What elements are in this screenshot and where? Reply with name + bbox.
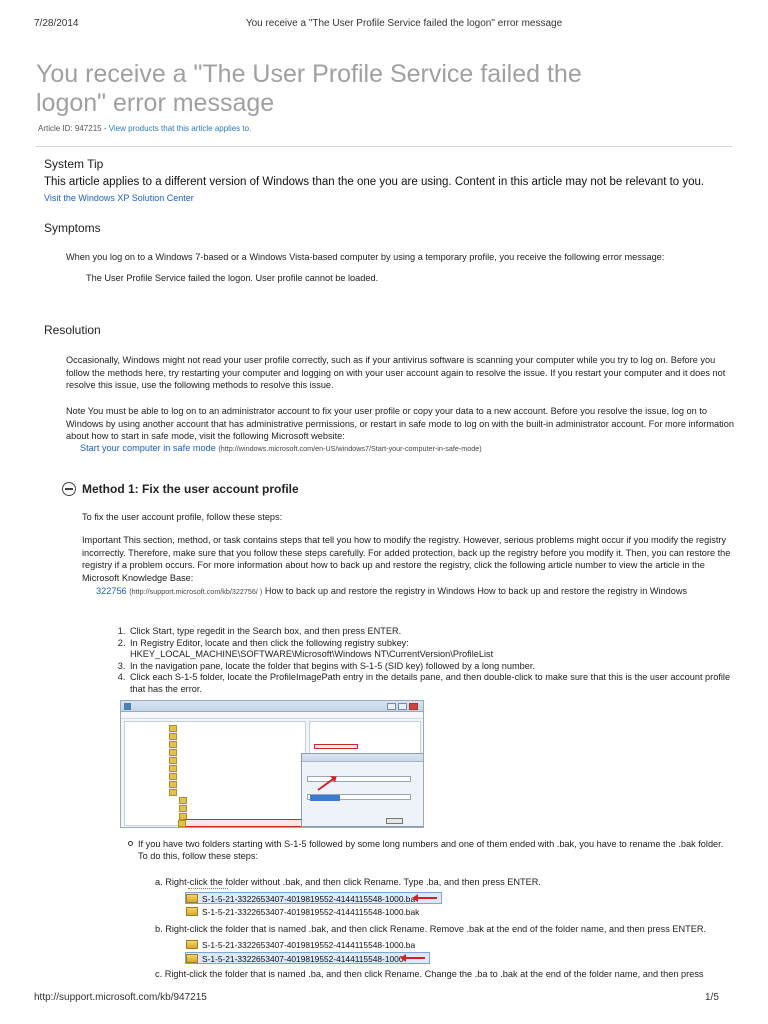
safe-mode-link[interactable]: Start your computer in safe mode bbox=[80, 443, 216, 453]
value-row bbox=[314, 730, 354, 735]
value-row bbox=[314, 737, 354, 742]
article-id-separator: - bbox=[101, 124, 109, 133]
resolution-note: Note You must be able to log on to an administrator account to fix your user profile or copy your data to a new account. Before you resolve the issue, log on to Windows by using another account that has administrative permissions, or restart in safe mode to log on with the built-in administrator account. For more information about how to start in safe mode, visit the following Microsoft website: bbox=[66, 406, 734, 442]
collapse-minus-icon[interactable] bbox=[62, 482, 76, 496]
symptoms-heading: Symptoms bbox=[44, 221, 101, 235]
page-number: 1/5 bbox=[705, 992, 719, 1003]
method-1-heading: Method 1: Fix the user account profile bbox=[82, 482, 299, 496]
minimize-icon bbox=[387, 703, 396, 710]
folder-icon bbox=[186, 940, 198, 949]
resolution-heading: Resolution bbox=[44, 323, 101, 337]
screenshot-menubar bbox=[121, 712, 423, 719]
folder-row bbox=[186, 939, 415, 951]
method-1-header[interactable] bbox=[62, 482, 299, 496]
folder-row bbox=[186, 906, 419, 918]
symptoms-body: When you log on to a Windows 7-based or a Windows Vista-based computer by using a temporary profile, you receive the following error message: bbox=[66, 252, 665, 262]
sub-step-b: b. Right-click the folder that is named .bak, and then click Rename. Remove .bak at the end of the folder name, and then press ENTER. bbox=[155, 924, 707, 934]
red-arrow-icon bbox=[405, 957, 425, 959]
red-arrow-icon bbox=[417, 897, 437, 899]
article-id-line bbox=[38, 124, 251, 133]
registry-editor-screenshot bbox=[120, 700, 424, 828]
step-4: 4. Click each S-1-5 folder, locate the ProfileImagePath entry in the details pane, and then double-click to make sure that this is the user account profile that has the error. bbox=[128, 672, 735, 695]
bak-bullet bbox=[130, 838, 730, 862]
safe-mode-url: (http://windows.microsoft.com/en-US/windows7/Start-your-computer-in-safe-mode) bbox=[218, 444, 482, 453]
sub-step-c: c. Right-click the folder that is named .ba, and then click Rename. Change the .ba to .bak at the end of the folder name, and then press bbox=[155, 969, 704, 979]
steps-list bbox=[110, 626, 735, 696]
step-2-text: In Registry Editor, locate and then click the following registry subkey: bbox=[130, 637, 409, 648]
ok-button bbox=[386, 818, 403, 824]
print-header bbox=[0, 18, 768, 32]
safe-mode-link-line bbox=[80, 442, 730, 456]
print-date: 7/28/2014 bbox=[34, 18, 79, 29]
folder-name: S-1-5-21-3322653407-4019819552-4144115548-1000.bak bbox=[202, 907, 420, 917]
system-tip-body: This article applies to a different version of Windows than the one you are using. Content in this article may not be relevant to you. bbox=[44, 176, 705, 188]
screenshot-titlebar bbox=[121, 701, 423, 712]
symptoms-error-message: The User Profile Service failed the logon. User profile cannot be loaded. bbox=[86, 273, 379, 283]
system-tip-heading: System Tip bbox=[44, 157, 104, 171]
step-2 bbox=[128, 638, 735, 661]
bak-bullet-text: If you have two folders starting with S-1-5 followed by some long numbers and one of them ended with .bak, you have to rename the .bak folder. To do this, follow these steps: bbox=[138, 839, 724, 862]
print-footer bbox=[0, 992, 768, 1006]
kb-reference bbox=[96, 585, 726, 599]
step-1: 1. Click Start, type regedit in the Search box, and then press ENTER. bbox=[128, 626, 735, 638]
kb-description: How to back up and restore the registry in Windows How to back up and restore the registry in Windows bbox=[264, 586, 688, 596]
print-title: You receive a "The User Profile Service failed the logon" error message bbox=[245, 18, 563, 29]
cropped-row-edge bbox=[188, 888, 228, 891]
folder-row-selected bbox=[185, 952, 430, 964]
edit-string-dialog-title bbox=[302, 754, 424, 762]
view-products-link[interactable]: View products that this article applies to. bbox=[108, 124, 252, 133]
footer-url: http://support.microsoft.com/kb/947215 bbox=[34, 992, 207, 1003]
resolution-paragraph: Occasionally, Windows might not read your user profile correctly, such as if your antivirus software is scanning your computer while you try to log on. Before you follow the methods here, try restarting your computer and logging on with your user account again to resolve the issue. If you restart your computer and it does not resolve this issue, use the following methods to resolve this issue. bbox=[66, 355, 726, 391]
value-name-field bbox=[307, 776, 411, 782]
maximize-icon bbox=[398, 703, 407, 710]
method-1-intro: To fix the user account profile, follow these steps: bbox=[82, 512, 283, 522]
important-warning: Important This section, method, or task contains steps that tell you how to modify the registry. However, serious problems might occur if you modify the registry incorrectly. Therefore, make sure that you follow these steps carefully. For added protection, back up the registry before you modify it. Then, you can restore the registry if a problem occurs. For more information about how to back up and restore the registry, click the following article number to view the article in the Microsoft Knowledge Base: bbox=[82, 535, 731, 583]
folder-icon bbox=[186, 894, 198, 903]
kb-url: (http://support.microsoft.com/kb/322756/ ) bbox=[129, 587, 263, 596]
folder-row-selected bbox=[185, 892, 442, 904]
folder-name: S-1-5-21-3322653407-4019819552-4144115548-1000.ba bbox=[202, 940, 416, 950]
sub-step-a: a. Right-click the folder without .bak, and then click Rename. Type .ba, and then press ENTER. bbox=[155, 877, 541, 887]
windows-xp-solution-center-link[interactable]: Visit the Windows XP Solution Center bbox=[44, 193, 194, 203]
folder-icon bbox=[186, 907, 198, 916]
value-data-selection bbox=[310, 795, 340, 801]
tree-folder-highlighted bbox=[185, 819, 303, 827]
hollow-bullet-icon bbox=[128, 841, 133, 846]
page-title: You receive a "The User Profile Service failed the logon" error message bbox=[36, 60, 582, 117]
article-id: Article ID: 947215 bbox=[38, 124, 102, 133]
folder-name: S-1-5-21-3322653407-4019819552-4144115548-1000 bbox=[202, 954, 404, 964]
registry-editor-icon bbox=[124, 703, 131, 710]
divider bbox=[36, 146, 732, 147]
close-icon bbox=[409, 703, 418, 710]
folder-name: S-1-5-21-3322653407-4019819552-4144115548-1000.ba bbox=[202, 894, 416, 904]
step-3: 3. In the navigation pane, locate the folder that begins with S-1-5 (SID key) followed by a long number. bbox=[128, 661, 735, 673]
screenshot-tree-pane bbox=[124, 721, 306, 826]
value-row-selected bbox=[314, 744, 358, 749]
registry-key-path: HKEY_LOCAL_MACHINE\SOFTWARE\Microsoft\Windows NT\CurrentVersion\ProfileList bbox=[130, 649, 494, 660]
value-data-field bbox=[307, 794, 411, 800]
kb-322756-link[interactable]: 322756 bbox=[96, 586, 127, 596]
folder-icon bbox=[186, 954, 198, 963]
